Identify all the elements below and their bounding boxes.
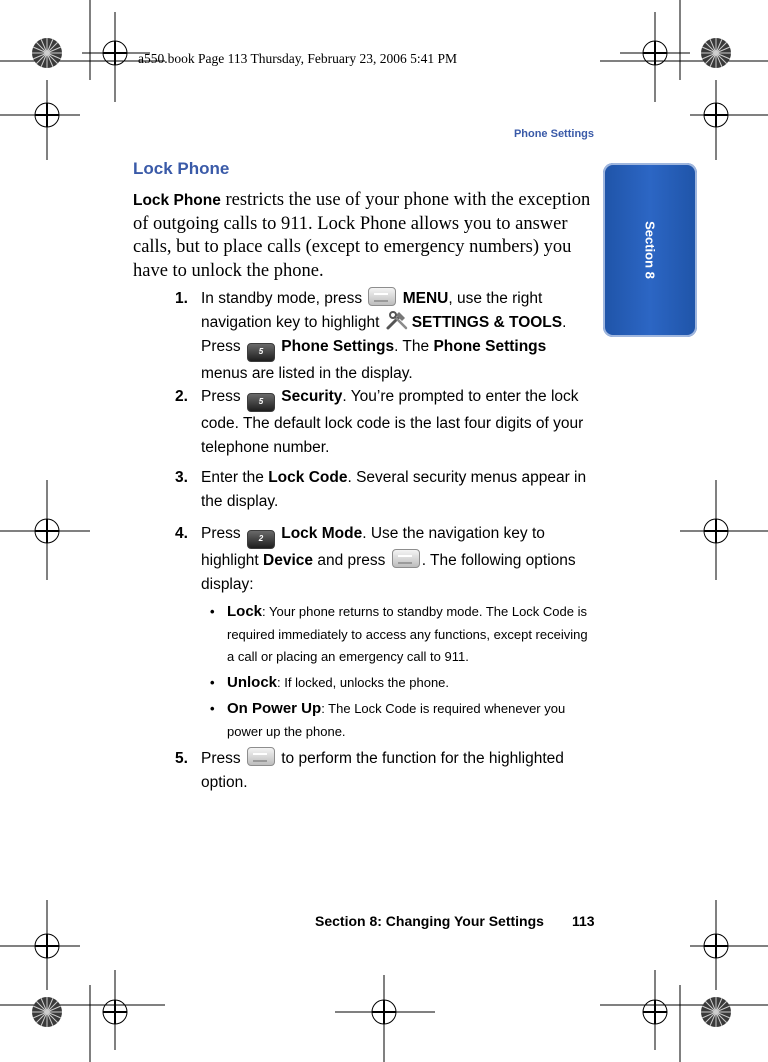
star-target-mark [32, 38, 62, 68]
intro-paragraph [133, 189, 591, 283]
step-number: 4. [175, 525, 188, 542]
book-stamp: a550.book Page 113 Thursday, February 23, 2006 5:41 PM [138, 51, 457, 66]
ok-key-icon [247, 747, 275, 766]
step-text-part: . The following options display: [201, 552, 576, 593]
step-text-part: to perform the function for the highlighted option. [201, 750, 564, 791]
crosshair-mark [0, 80, 80, 160]
settings-tools-label: SETTINGS & TOOLS [411, 314, 563, 331]
star-target-mark [701, 38, 731, 68]
crosshair-mark [600, 0, 768, 102]
lock-code-label: Lock Code [268, 469, 348, 486]
step-text-part: . Several security menus appear in the display. [201, 469, 587, 510]
step-text-part: . The [394, 338, 434, 355]
step-text-part: Press [201, 388, 245, 405]
ok-key-icon [368, 287, 396, 306]
option-term: Unlock [227, 674, 278, 691]
step-text [201, 385, 595, 460]
crosshair-mark [690, 80, 768, 160]
step-text-part: menus are listed in the display. [201, 365, 413, 382]
crosshair-mark [335, 975, 435, 1062]
section-tab [603, 163, 697, 337]
security-label: Security [281, 388, 343, 405]
option-term: On Power Up [227, 700, 322, 717]
section-tab-label: Section 8 [642, 221, 658, 279]
crosshair-mark [0, 480, 90, 580]
option-description: : Your phone returns to standby mode. The Lock Code is required immediately to access any functions, except receiving a call or placing an emergency call to 911. [227, 604, 588, 664]
footer-section-title: Section 8: Changing Your Settings [315, 913, 544, 929]
step-number: 3. [175, 469, 188, 486]
step-text-part: Press [201, 525, 245, 542]
option-term: Lock [227, 603, 263, 620]
lock-mode-label: Lock Mode [281, 525, 363, 542]
key-2-icon: 2 [247, 530, 275, 549]
option-description: : The Lock Code is required whenever you power up the phone. [227, 701, 566, 739]
option-description: : If locked, unlocks the phone. [277, 675, 450, 690]
settings-tools-icon [385, 311, 409, 331]
section-heading: Lock Phone [133, 159, 230, 178]
phone-settings-label: Phone Settings [433, 338, 547, 355]
step-number: 5. [175, 750, 188, 767]
key-5-icon: 5 [247, 343, 275, 362]
step-text-part: . Press [201, 314, 567, 355]
crosshair-mark [690, 900, 768, 990]
device-label: Device [263, 552, 314, 569]
crosshair-mark [0, 900, 80, 990]
key-5-icon: 5 [247, 393, 275, 412]
option-text [227, 698, 594, 743]
crosshair-mark [680, 480, 768, 580]
step-text [201, 522, 595, 597]
crosshair-mark [0, 970, 165, 1062]
star-target-mark [32, 997, 62, 1027]
menu-label: MENU [402, 290, 449, 307]
step-text-part: , use the right navigation key to highlight [201, 290, 543, 331]
page-footer [315, 913, 595, 929]
option-text [227, 601, 594, 669]
bullet-mark: • [210, 675, 215, 690]
intro-text: restricts the use of your phone with the exception of outgoing calls to 911. Lock Phone allows you to answer calls, but to place calls (except to emergency numbers) you have to unlock the phone. [133, 190, 591, 281]
step-text [201, 466, 595, 514]
step-text-part: . You’re prompted to enter the lock code. The default lock code is the last four digits of your telephone number. [201, 388, 584, 456]
crosshair-mark [600, 970, 768, 1062]
step-text [201, 287, 595, 386]
intro-lead: Lock Phone [133, 192, 221, 209]
phone-settings-label: Phone Settings [281, 338, 395, 355]
ok-key-icon [392, 549, 420, 568]
bullet-mark: • [210, 604, 215, 619]
step-text-part: and press [313, 552, 390, 569]
step-text-part: Enter the [201, 469, 269, 486]
star-target-mark [701, 997, 731, 1027]
step-number: 2. [175, 388, 188, 405]
step-text [201, 747, 595, 795]
step-number: 1. [175, 290, 188, 307]
page-number: 113 [571, 913, 595, 929]
bullet-mark: • [210, 701, 215, 716]
step-text-part: . Use the navigation key to highlight [201, 525, 545, 569]
step-text-part: Press [201, 750, 245, 767]
running-head: Phone Settings [513, 128, 594, 140]
step-text-part: In standby mode, press [201, 290, 367, 307]
option-text [227, 672, 594, 695]
